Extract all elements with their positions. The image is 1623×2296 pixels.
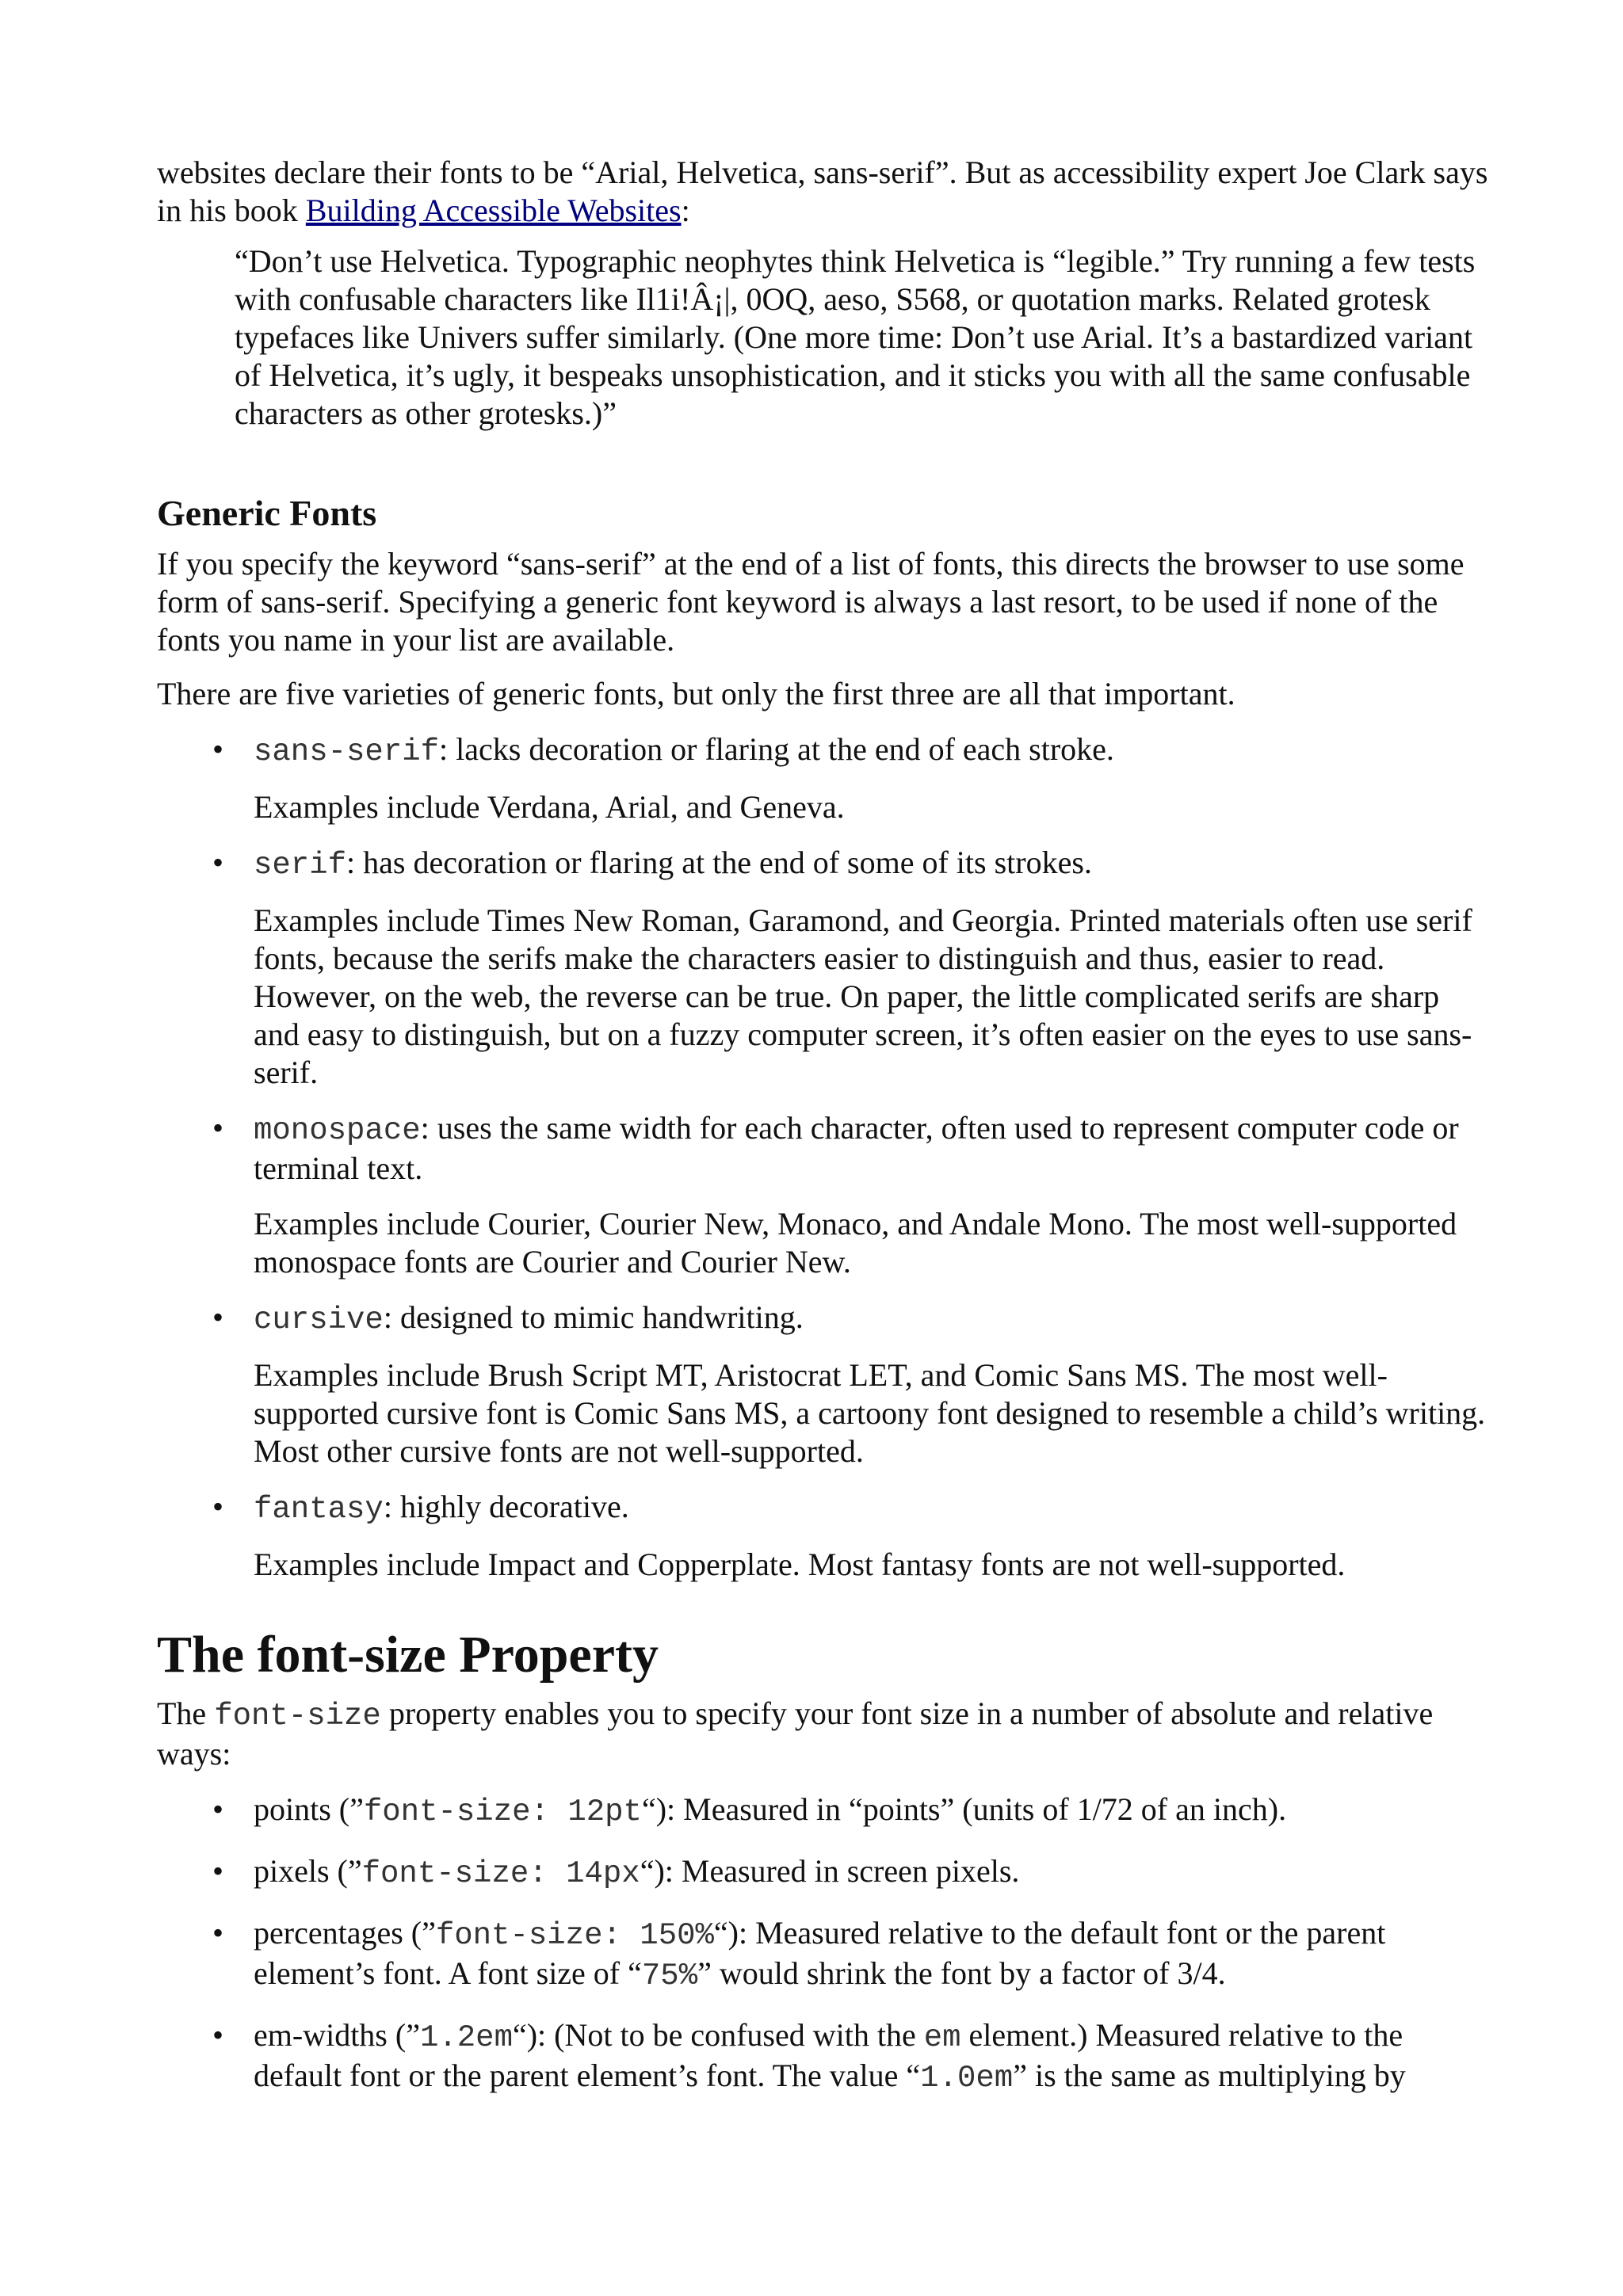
generic-fonts-heading: Generic Fonts xyxy=(157,493,377,533)
font-size-heading: The font-size Property xyxy=(157,1626,659,1684)
bullet-icon: • xyxy=(212,1110,224,1146)
list-item-description: Examples include Impact and Copperplate. Most fantasy fonts are not well-supported. xyxy=(254,1547,1346,1582)
intro-paragraph: websites declare their fonts to be “Arial, Helvetica, sans-serif”. But as accessibility expert Joe Clark says in his book Building Accessible Websites: xyxy=(157,154,1488,228)
bullet-icon: • xyxy=(212,1299,224,1335)
list-item: • serif: has decoration or flaring at the end of some of its strokes. xyxy=(212,845,1092,883)
generic-fonts-paragraph-1: If you specify the keyword “sans-serif” at the end of a list of fonts, this directs the browser to use some form of sans-serif. Specifying a generic font keyword is always a last resort, to be used if none of the fonts you name in your list are available. xyxy=(157,546,1465,658)
font-size-intro: The font-size property enables you to specify your font size in a number of absolute and relative ways: xyxy=(157,1695,1434,1772)
generic-fonts-list xyxy=(157,1488,1488,1528)
list-item-description: Examples include Courier, Courier New, Monaco, and Andale Mono. The most well-supported monospace fonts are Courier and Courier New. xyxy=(254,1206,1457,1280)
list-item: • monospace: uses the same width for each character, often used to represent computer code or terminal text. xyxy=(212,1110,1459,1186)
generic-fonts-list xyxy=(157,844,1488,884)
list-item-description: Examples include Brush Script MT, Aristocrat LET, and Comic Sans MS. The most well-supported cursive font is Comic Sans MS, a cartoony font designed to resemble a child’s writing. Most other cursive fonts are not well-supported. xyxy=(254,1357,1486,1469)
list-item: • pixels (”font-size: 14px“): Measured in screen pixels. xyxy=(212,1853,1020,1891)
bullet-icon: • xyxy=(212,1489,224,1524)
bullet-icon: • xyxy=(212,2017,224,2053)
list-item: • points (”font-size: 12pt“): Measured in “points” (units of 1/72 of an inch). xyxy=(212,1791,1287,1829)
bullet-icon: • xyxy=(212,731,224,767)
list-item-description: Examples include Verdana, Arial, and Geneva. xyxy=(254,789,845,825)
generic-fonts-list xyxy=(157,1299,1488,1339)
list-item: • percentages (”font-size: 150%“): Measured relative to the default font or the parent element’s font. A font size of “75%” would shrink the font by a factor of 3/4. xyxy=(212,1915,1386,1993)
list-item: • sans-serif: lacks decoration or flaring at the end of each stroke. xyxy=(212,731,1114,769)
document-content xyxy=(157,154,1488,2097)
building-accessible-websites-link[interactable]: Building Accessible Websites xyxy=(305,193,682,228)
joe-clark-quote: “Don’t use Helvetica. Typographic neophytes think Helvetica is “legible.” Try running a few tests with confusable characters like Il1i!Â¡|, 0OQ, aeso, S568, or quotation marks. Related grotesk typefaces like Univers suffer similarly. (One more time: Don’t use Arial. It’s a bastardized variant of Helvetica, it’s ugly, it bespeaks unsophistication, and it sticks you with all the same confusable characters as other grotesks.)” xyxy=(235,243,1476,431)
bullet-icon: • xyxy=(212,1791,224,1827)
list-item: • cursive: designed to mimic handwriting. xyxy=(212,1299,804,1337)
generic-fonts-paragraph-2: There are five varieties of generic fonts, but only the first three are all that important. xyxy=(157,676,1235,711)
generic-fonts-list xyxy=(157,730,1488,771)
list-item: • em-widths (”1.2em“): (Not to be confused with the em element.) Measured relative to the default font or the parent element’s font. The value “1.0em” is the same as multiplying by xyxy=(212,2017,1406,2096)
bullet-icon: • xyxy=(212,1915,224,1951)
list-item-description: Examples include Times New Roman, Garamond, and Georgia. Printed materials often use serif fonts, because the serifs make the characters easier to distinguish and thus, easier to read. However, on the web, the reverse can be true. On paper, the little complicated serifs are sharp and easy to distinguish, but on a fuzzy computer screen, it’s often easier on the eyes to use sans-serif. xyxy=(254,902,1472,1090)
generic-fonts-list xyxy=(157,1109,1488,1188)
font-size-units-list xyxy=(157,1791,1488,2097)
list-item: • fantasy: highly decorative. xyxy=(212,1489,629,1527)
bullet-icon: • xyxy=(212,845,224,880)
bullet-icon: • xyxy=(212,1853,224,1889)
